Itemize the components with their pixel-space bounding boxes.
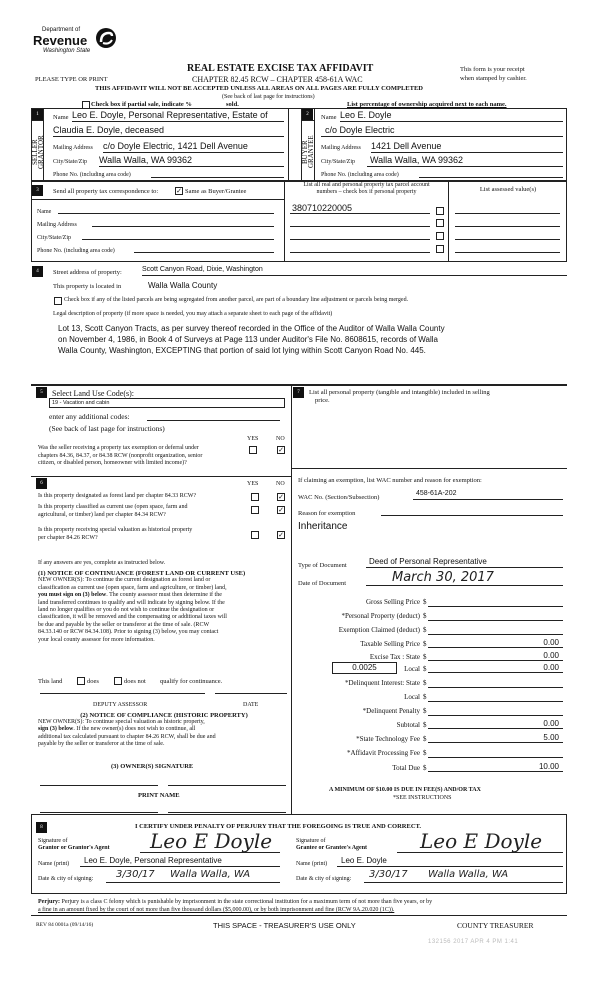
exemption-no-checkbox[interactable]: ✓ <box>278 446 284 454</box>
exemption-claimed-field[interactable] <box>428 625 563 635</box>
section-8-badge: 8 <box>36 822 47 833</box>
reason-label: Reason for exemption <box>298 510 356 517</box>
reason-line[interactable] <box>381 508 563 516</box>
assessed-field-1[interactable] <box>455 206 560 214</box>
wac-label: WAC No. (Section/Subsection) <box>298 494 380 501</box>
parcel-header-line1: List all real and personal property tax parcel account <box>303 182 430 188</box>
grantee-label: GRANTEE <box>307 135 315 169</box>
segregate-label: Check box if any of the listed parcels are being segregated from another parcel, are part of a boundary line adjustment or parcels being merged. <box>64 297 409 303</box>
current-use-l2: agricultural, or timber) land per chapter 84.34 RCW? <box>38 511 166 518</box>
grantee-sig-label <box>296 838 367 852</box>
wac-field[interactable]: 458-61A-202 <box>413 490 563 500</box>
current-use-no-checkbox[interactable]: ✓ <box>278 506 284 514</box>
logo-line1: Department of <box>42 27 81 33</box>
section-5-badge: 5 <box>36 387 47 398</box>
buyer-phone-field[interactable] <box>419 170 563 178</box>
excise-tax-local-label: Local <box>404 665 420 673</box>
additional-codes-field[interactable] <box>147 412 280 421</box>
notice1-l6: classification, it will be removed and the compensating or additional taxes will <box>38 614 227 621</box>
logo-line3: Washington State <box>43 48 91 54</box>
see-back-instructions: (See back of last page for instructions) <box>49 424 165 433</box>
parcel-header <box>285 182 448 196</box>
legal-description-text[interactable] <box>58 323 445 356</box>
print-name-line-2[interactable] <box>168 812 286 813</box>
current-use-question <box>38 504 187 519</box>
certify-statement: I CERTIFY UNDER PENALTY OF PERJURY THAT THE FOREGOING IS TRUE AND CORRECT. <box>135 823 422 830</box>
does-label: does <box>87 678 99 685</box>
corr-mailing-field[interactable] <box>92 219 274 227</box>
additional-codes-label: enter any additional codes: <box>49 412 130 421</box>
exemption-question-l1: Was the seller receiving a property tax exemption or deferral under <box>38 445 199 451</box>
seller-mailing-label: Mailing Address <box>53 145 93 151</box>
corr-phone-field[interactable] <box>134 245 274 253</box>
yes-header-5: YES <box>247 436 259 442</box>
dollar-sign: $ <box>423 735 427 743</box>
doc-date-label: Date of Document <box>298 580 347 587</box>
if-yes-note: If any answers are yes, complete as instructed below. <box>38 560 166 566</box>
parcel-personal-checkbox-3[interactable] <box>436 232 444 240</box>
notice-of-compliance <box>38 712 290 748</box>
perjury-l2: a fine in an amount fixed by the court of not more than five thousand dollars ($5,000.00), or by both imprisonment and fine (RCW 9A.20.020 (1C)). <box>38 907 395 913</box>
assessed-field-4[interactable] <box>455 245 560 253</box>
county-treasurer: COUNTY TREASURER <box>457 921 534 930</box>
delinquent-interest-state-label: *Delinquent Interest: State <box>344 679 420 687</box>
personal-property-deduct-label: *Personal Property (deduct) <box>341 612 420 620</box>
perjury-bold: Perjury: <box>38 899 60 905</box>
doc-type-field[interactable]: Deed of Personal Representative <box>366 557 563 568</box>
excise-tax-state-label: Excise Tax : State <box>369 653 420 661</box>
affidavit-processing-fee-label: *Affidavit Processing Fee <box>347 749 420 757</box>
current-use-l1: Is this property classified as current use (open space, farm and <box>38 504 188 510</box>
grantee-city-value: Walla Walla, WA <box>428 869 509 880</box>
taxable-selling-price-label: Taxable Selling Price <box>360 640 420 648</box>
receipt-note-2: when stamped by cashier. <box>460 75 527 82</box>
grantor-sig-label-l1: Signature of <box>38 838 68 844</box>
notice1-l3 <box>38 592 288 599</box>
does-qualify-checkbox[interactable] <box>77 677 85 685</box>
date-label: DATE <box>243 702 259 708</box>
street-address-field[interactable]: Scott Canyon Road, Dixie, Washington <box>142 266 567 276</box>
no-header-5: NO <box>276 436 285 442</box>
parcel-field-2[interactable] <box>290 216 430 227</box>
buyer-mailing-field[interactable]: 1421 Dell Avenue <box>371 141 563 153</box>
notice-of-continuance <box>38 570 288 644</box>
exemption-question-l2: chapters 84.36, 84.37, or 84.38 RCW (nonprofit organization, senior <box>38 452 203 459</box>
legal-description-label: Legal description of property (if more space is needed, you may attach a separate sheet to each page of the affidavit) <box>53 311 333 317</box>
please-type-note: PLEASE TYPE OR PRINT <box>35 76 108 83</box>
seller-name-label: Name <box>53 114 69 121</box>
grantor-sig-label <box>38 838 110 852</box>
exemption-question-l3: citizen, or disabled person, homeowner with limited income)? <box>38 460 187 466</box>
notice1-l2: classification as current use (open space, farm and agriculture, or timber) land, <box>38 584 227 591</box>
owner-signature-line-2[interactable] <box>168 785 286 786</box>
delinquent-penalty-label: *Delinquent Penalty <box>362 707 420 715</box>
page-subtitle: CHAPTER 82.45 RCW – CHAPTER 458-61A WAC <box>192 75 363 84</box>
total-due-field[interactable]: 10.00 <box>428 762 563 772</box>
grantee-sig-label-l2: Grantee or Grantee's Agent <box>296 845 368 851</box>
assessed-header: List assessed value(s) <box>479 186 537 193</box>
dollar-sign: $ <box>423 653 427 661</box>
partial-sale-label: Check box if partial sale, indicate % <box>91 101 192 108</box>
historic-question <box>38 527 192 542</box>
grantor-city-value: Walla Walla, WA <box>170 869 251 880</box>
grantee-sig-label-l1: Signature of <box>296 838 326 844</box>
forest-no-checkbox[interactable]: ✓ <box>278 493 284 501</box>
buyer-name-field[interactable]: Leo E. Doyle <box>340 110 563 122</box>
dollar-sign: $ <box>423 612 427 620</box>
form-id: REV 84 0001a (09/14/16) <box>36 922 94 928</box>
corr-mailing-label: Mailing Address <box>37 222 77 228</box>
section-1-badge: 1 <box>32 109 43 120</box>
legal-line-3: Walla County, Washington, EXCEPTING that portion of said lot lying within Scott Canyon Road No. 445. <box>58 346 426 355</box>
delinquent-interest-state-field[interactable] <box>428 678 563 688</box>
dor-logo <box>33 27 133 67</box>
owner-signature-label: (3) OWNER(S) SIGNATURE <box>111 763 194 770</box>
dollar-sign: $ <box>423 626 427 634</box>
corr-name-label: Name <box>37 209 52 215</box>
exemption-yes-checkbox[interactable] <box>249 446 257 454</box>
grantee-signature[interactable]: Leo E Doyle <box>420 829 543 853</box>
historic-yes-checkbox[interactable] <box>251 531 259 539</box>
personal-property-l1: List all personal property (tangible and intangible) included in selling <box>309 389 490 396</box>
subtotal-field[interactable]: 0.00 <box>428 719 563 729</box>
forest-land-question: Is this property designated as forest land per chapter 84.33 RCW? <box>38 493 197 499</box>
reason-value[interactable]: Inheritance <box>298 521 348 532</box>
dollar-sign: $ <box>423 707 427 715</box>
subtotal-label: Subtotal <box>396 721 420 729</box>
seller-city-label: City/State/Zip <box>53 159 87 165</box>
parcel-header-line2: numbers – check box if personal property <box>316 189 417 195</box>
corr-city-label: City/State/Zip <box>37 235 71 241</box>
seller-label: SELLER <box>31 139 39 165</box>
dor-logo-icon <box>95 27 117 49</box>
gross-selling-price-field[interactable] <box>428 597 563 607</box>
print-name-line[interactable] <box>40 812 158 813</box>
forest-yes-checkbox[interactable] <box>251 493 259 501</box>
ownership-note: List percentage of ownership acquired next to each name. <box>347 101 507 108</box>
grantor-signature-line <box>140 852 280 853</box>
deputy-assessor-signature-line[interactable] <box>40 693 205 694</box>
land-use-select[interactable]: 19 - Vacation and cabin <box>49 398 285 408</box>
does-not-label: does not <box>124 678 146 685</box>
perjury-notice <box>38 898 568 914</box>
grantor-label: GRANTOR <box>37 135 45 169</box>
grantor-date-value: 3/30/17 <box>116 869 155 880</box>
grantee-date-value: 3/30/17 <box>369 869 408 880</box>
dollar-sign: $ <box>423 764 427 772</box>
print-name-label: PRINT NAME <box>138 792 180 799</box>
page-title: REAL ESTATE EXCISE TAX AFFIDAVIT <box>187 63 374 74</box>
see-instructions-note: *SEE INSTRUCTIONS <box>393 795 452 801</box>
grantee-name-print-label: Name (print) <box>296 861 328 867</box>
notice2-l4: payable by the seller or transferor at the time of sale. <box>38 740 165 747</box>
notice1-l3-rest: . The county assessor must then determine if the <box>106 592 222 599</box>
buyer-name-field-2[interactable]: c/o Doyle Electric <box>321 125 563 137</box>
legal-line-1: Lot 13, Scott Canyon Tracts, as per survey thereof recorded in the Office of the Auditor of Walla Walla County <box>58 324 445 333</box>
parcel-personal-checkbox-1[interactable] <box>436 207 444 215</box>
assessed-field-2[interactable] <box>455 219 560 227</box>
excise-tax-state-field[interactable]: 0.00 <box>428 651 563 661</box>
taxable-selling-price-field[interactable]: 0.00 <box>428 638 563 648</box>
parcel-field-1[interactable]: 380710220005 <box>290 203 430 214</box>
does-not-qualify-checkbox[interactable] <box>114 677 122 685</box>
parcel-personal-checkbox-4[interactable] <box>436 245 444 253</box>
current-use-yes-checkbox[interactable] <box>251 506 259 514</box>
buyer-phone-label: Phone No. (including area code) <box>321 172 399 178</box>
street-address-label: Street address of property: <box>53 269 122 276</box>
owner-signature-line[interactable] <box>40 785 158 786</box>
dollar-sign: $ <box>423 665 427 673</box>
perjury-l1 <box>38 898 568 906</box>
yes-header-6: YES <box>247 481 259 487</box>
treasurer-use-only: THIS SPACE - TREASURER'S USE ONLY <box>213 921 356 930</box>
same-as-buyer-label: Same as Buyer/Grantee <box>185 188 247 195</box>
notice2-l2 <box>38 726 290 733</box>
delinquent-penalty-field[interactable] <box>428 706 563 716</box>
personal-property-label <box>309 389 490 405</box>
notice2-l3: additional tax calculated pursuant to chapter 84.26 RCW, shall be due and <box>38 733 216 740</box>
gross-selling-price-label: Gross Selling Price <box>365 598 420 606</box>
notice2-l1: NEW OWNER(S): To continue special valuation as historic property, <box>38 719 205 726</box>
perjury-l1-text: Perjury is a class C felony which is punishable by imprisonment in the state correctional institution for a maximum term of not more than five years, or by <box>60 899 433 905</box>
affidavit-processing-fee-field[interactable] <box>428 748 563 758</box>
qualify-label: qualify for continuance. <box>160 678 223 685</box>
notice2-l2-rest: . If the new owner(s) does not wish to continue, all <box>73 726 196 733</box>
buyer-mailing-label: Mailing Address <box>321 145 361 151</box>
legal-line-2: on November 4, 1986, in Book 4 of Surveys at Page 113 under Auditor's File No. 8608615, records of Walla <box>58 335 438 344</box>
historic-l2: per chapter 84.26 RCW? <box>38 534 98 541</box>
seller-mailing-field[interactable]: c/o Doyle Electric, 1421 Dell Avenue <box>103 141 284 153</box>
total-due-label: Total Due <box>392 764 420 772</box>
delinquent-interest-local-field[interactable] <box>428 692 563 702</box>
buyer-city-field[interactable]: Walla Walla, WA 99362 <box>367 155 563 167</box>
section-6-badge: 6 <box>36 478 47 489</box>
corr-city-field[interactable] <box>82 232 274 240</box>
notice1-l9: your local county assessor for more information. <box>38 636 155 643</box>
deputy-assessor-label: DEPUTY ASSESSOR <box>93 702 148 708</box>
receipt-note-1: This form is your receipt <box>460 66 525 73</box>
seller-name-field[interactable]: Leo E. Doyle, Personal Representative, Estate of <box>72 110 284 122</box>
assessed-field-3[interactable] <box>455 232 560 240</box>
section-4-badge: 4 <box>32 266 43 277</box>
located-in-label: This property is located in <box>53 283 122 290</box>
sold-label: sold. <box>226 101 239 108</box>
notice1-title: (1) NOTICE OF CONTINUANCE (FOREST LAND OR CURRENT USE) <box>38 570 246 577</box>
corr-name-field[interactable] <box>58 206 274 214</box>
grantor-name-print-field[interactable]: Leo E. Doyle, Personal Representative <box>80 856 280 867</box>
seller-city-field[interactable]: Walla Walla, WA 99362 <box>99 155 284 167</box>
logo-line2: Revenue <box>33 33 88 48</box>
grantee-date-city-label: Date & city of signing: <box>296 876 352 882</box>
state-technology-fee-field[interactable]: 5.00 <box>428 733 563 743</box>
section-7-badge: 7 <box>293 387 304 398</box>
delinquent-interest-local-label: Local <box>404 693 420 701</box>
doc-type-label: Type of Document <box>298 562 347 569</box>
segregate-checkbox[interactable] <box>54 297 62 305</box>
dollar-sign: $ <box>423 721 427 729</box>
see-back-note: (See back of last page for instructions) <box>222 94 315 100</box>
dollar-sign: $ <box>423 598 427 606</box>
warning-text: THIS AFFIDAVIT WILL NOT BE ACCEPTED UNLESS ALL AREAS ON ALL PAGES ARE FULLY COMPLETED <box>95 85 423 92</box>
exemption-question <box>38 445 202 468</box>
parcel-field-3[interactable] <box>290 229 430 240</box>
seller-name-field-2[interactable]: Claudia E. Doyle, deceased <box>53 125 284 137</box>
parcel-field-4[interactable] <box>290 242 430 253</box>
land-use-label: Select Land Use Code(s): <box>52 389 134 398</box>
state-technology-fee-label: *State Technology Fee <box>356 735 420 743</box>
located-in-value[interactable]: Walla Walla County <box>148 281 218 290</box>
notice1-l4: land transferred continues to qualify and will indicate by signing below. If the <box>38 599 225 606</box>
notice1-l5: land no longer qualifies or you do not wish to continue the designation or <box>38 607 215 614</box>
notice1-l3-bold: you must sign on (3) below <box>38 592 107 599</box>
grantor-sig-label-l2: Grantor or Grantor's Agent <box>38 845 110 851</box>
grantee-signature-line <box>397 852 563 853</box>
grantor-name-print-label: Name (print) <box>38 861 70 867</box>
buyer-name-label: Name <box>321 114 337 121</box>
section-2-badge: 2 <box>302 109 313 120</box>
no-header-6: NO <box>276 481 285 487</box>
local-rate-field[interactable]: 0.0025 <box>332 662 397 674</box>
same-as-buyer-checkbox[interactable]: ✓ <box>176 187 182 195</box>
historic-l1: Is this property receiving special valuation as historical property <box>38 527 193 533</box>
doc-date-field[interactable]: March 30, 2017 <box>366 569 563 586</box>
corr-phone-label: Phone No. (including area code) <box>37 248 115 254</box>
notice1-l1: NEW OWNER(S): To continue the current designation as forest land or <box>38 577 211 584</box>
seller-phone-label: Phone No. (including area code) <box>53 172 131 178</box>
excise-tax-local-field[interactable]: 0.00 <box>428 663 563 673</box>
notice1-l8: 84.33.140 or RCW 84.34.108). Prior to signing (3) below, you may contact <box>38 629 219 636</box>
personal-property-l2: price. <box>315 397 330 404</box>
notice2-title: (2) NOTICE OF COMPLIANCE (HISTORIC PROPERTY) <box>80 712 248 719</box>
exemption-claim-label: If claiming an exemption, list WAC number and reason for exemption: <box>298 477 482 484</box>
dollar-sign: $ <box>423 640 427 648</box>
section-3-badge: 3 <box>32 185 43 196</box>
buyer-city-label: City/State/Zip <box>321 159 355 165</box>
treasurer-stamp: 132156 2017 APR 4 PM 1:41 <box>428 939 519 945</box>
dollar-sign: $ <box>423 693 427 701</box>
grantor-date-city-label: Date & city of signing: <box>38 876 94 882</box>
send-correspondence-label: Send all property tax correspondence to: <box>53 188 159 195</box>
parcel-personal-checkbox-2[interactable] <box>436 219 444 227</box>
historic-no-checkbox[interactable]: ✓ <box>278 531 284 539</box>
this-land-label: This land <box>38 678 63 685</box>
buyer-label: BUYER <box>301 140 309 164</box>
exemption-claimed-label: Exemption Claimed (deduct) <box>338 626 420 634</box>
personal-property-deduct-field[interactable] <box>428 611 563 621</box>
grantee-name-print-field[interactable]: Leo E. Doyle <box>337 856 563 867</box>
grantor-signature[interactable]: Leo E Doyle <box>150 829 273 853</box>
notice1-l7: be due and payable by the seller or transferor at the time of sale. (RCW <box>38 621 210 628</box>
dollar-sign: $ <box>423 749 427 757</box>
notice2-l2-bold: sign (3) below <box>38 726 74 733</box>
seller-phone-field[interactable] <box>151 170 284 178</box>
minimum-due-note: A MINIMUM OF $10.00 IS DUE IN FEE(S) AND/OR TAX <box>329 787 481 793</box>
dollar-sign: $ <box>423 679 427 687</box>
